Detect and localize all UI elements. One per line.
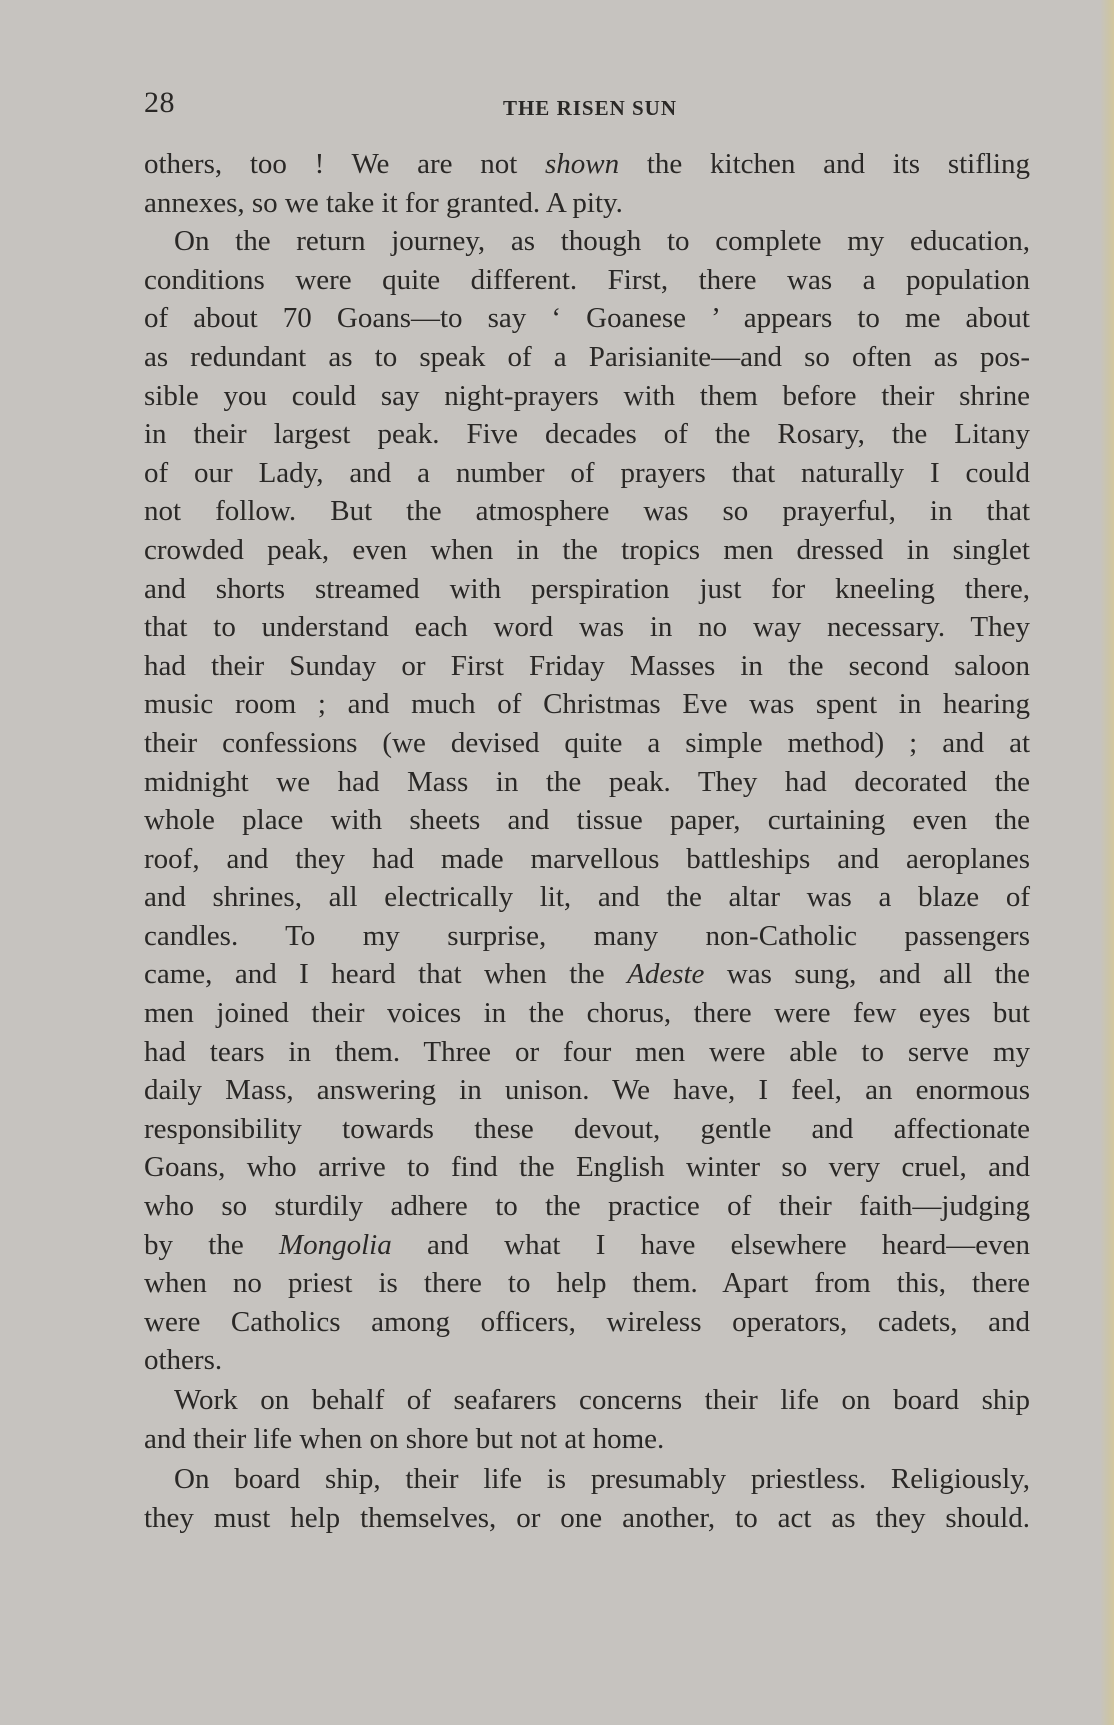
text-line: men joined their voices in the chorus, there were few eyes but (144, 997, 1030, 1030)
body-text (144, 145, 1030, 1537)
paragraph-start: On the return journey, as though to complete my education, (174, 225, 1030, 258)
text-line: candles. To my surprise, many non-Catholic passengers (144, 919, 1030, 952)
text-line: that to understand each word was in no way necessary. They (144, 611, 1030, 644)
text-line: crowded peak, even when in the tropics men dressed in singlet (144, 533, 1030, 566)
running-head: THE RISEN SUN (502, 96, 678, 120)
text-line: and shorts streamed with perspiration just for kneeling there, (144, 572, 1030, 605)
text-line: annexes, so we take it for granted. A pity. (144, 186, 623, 219)
paragraph-start: On board ship, their life is presumably priestless. Religiously, (174, 1463, 1030, 1496)
text-line: Goans, who arrive to find the English winter so very cruel, and (144, 1151, 1030, 1184)
text-line: roof, and they had made marvellous battleships and aeroplanes (144, 842, 1030, 875)
text-line: whole place with sheets and tissue paper, curtaining even the (144, 804, 1030, 837)
text-line: as redundant as to speak of a Parisianite—and so often as pos- (144, 340, 1030, 373)
page-edge (1100, 0, 1114, 1725)
page-number: 28 (144, 86, 175, 119)
text-line: daily Mass, answering in unison. We have, I feel, an enormous (144, 1074, 1030, 1107)
text-line: came, and I heard that when the Adeste was sung, and all the (144, 958, 1030, 991)
text-line: and shrines, all electrically lit, and the altar was a blaze of (144, 881, 1030, 914)
text-line: others, too ! We are not shown the kitchen and its stifling (144, 148, 1030, 180)
text-line: music room ; and much of Christmas Eve was spent in hearing (144, 688, 1030, 721)
text-line: others. (144, 1344, 223, 1377)
text-line: when no priest is there to help them. Apart from this, there (144, 1267, 1030, 1300)
text-line: their confessions (we devised quite a simple method) ; and at (144, 726, 1030, 759)
text-line: had tears in them. Three or four men were able to serve my (144, 1035, 1030, 1068)
text-line: not follow. But the atmosphere was so prayerful, in that (144, 495, 1030, 528)
text-line: of about 70 Goans—to say ‘ Goanese ’ appears to me about (144, 302, 1030, 335)
text-line: sible you could say night-prayers with them before their shrine (144, 379, 1030, 412)
italic-word: shown (545, 148, 620, 180)
text-line: midnight we had Mass in the peak. They had decorated the (144, 765, 1030, 798)
text-line: they must help themselves, or one another, to act as they should. (144, 1501, 1030, 1534)
text-line: had their Sunday or First Friday Masses in the second saloon (144, 649, 1030, 682)
italic-word: Mongolia (278, 1228, 392, 1261)
text-line: responsibility towards these devout, gentle and affectionate (144, 1112, 1030, 1145)
text-line: by the Mongolia and what I have elsewhere heard—even (144, 1228, 1030, 1261)
text-line: and their life when on shore but not at home. (144, 1422, 665, 1455)
text-line: in their largest peak. Five decades of the Rosary, the Litany (144, 418, 1030, 451)
text-line: of our Lady, and a number of prayers that naturally I could (144, 456, 1030, 489)
text-line: were Catholics among officers, wireless operators, cadets, and (144, 1305, 1030, 1338)
text-line: who so sturdily adhere to the practice of their faith—judging (144, 1190, 1030, 1223)
paragraph-start: Work on behalf of seafarers concerns their life on board ship (174, 1384, 1030, 1416)
italic-word: Adeste (627, 958, 705, 991)
text-line: conditions were quite different. First, there was a population (144, 263, 1030, 296)
